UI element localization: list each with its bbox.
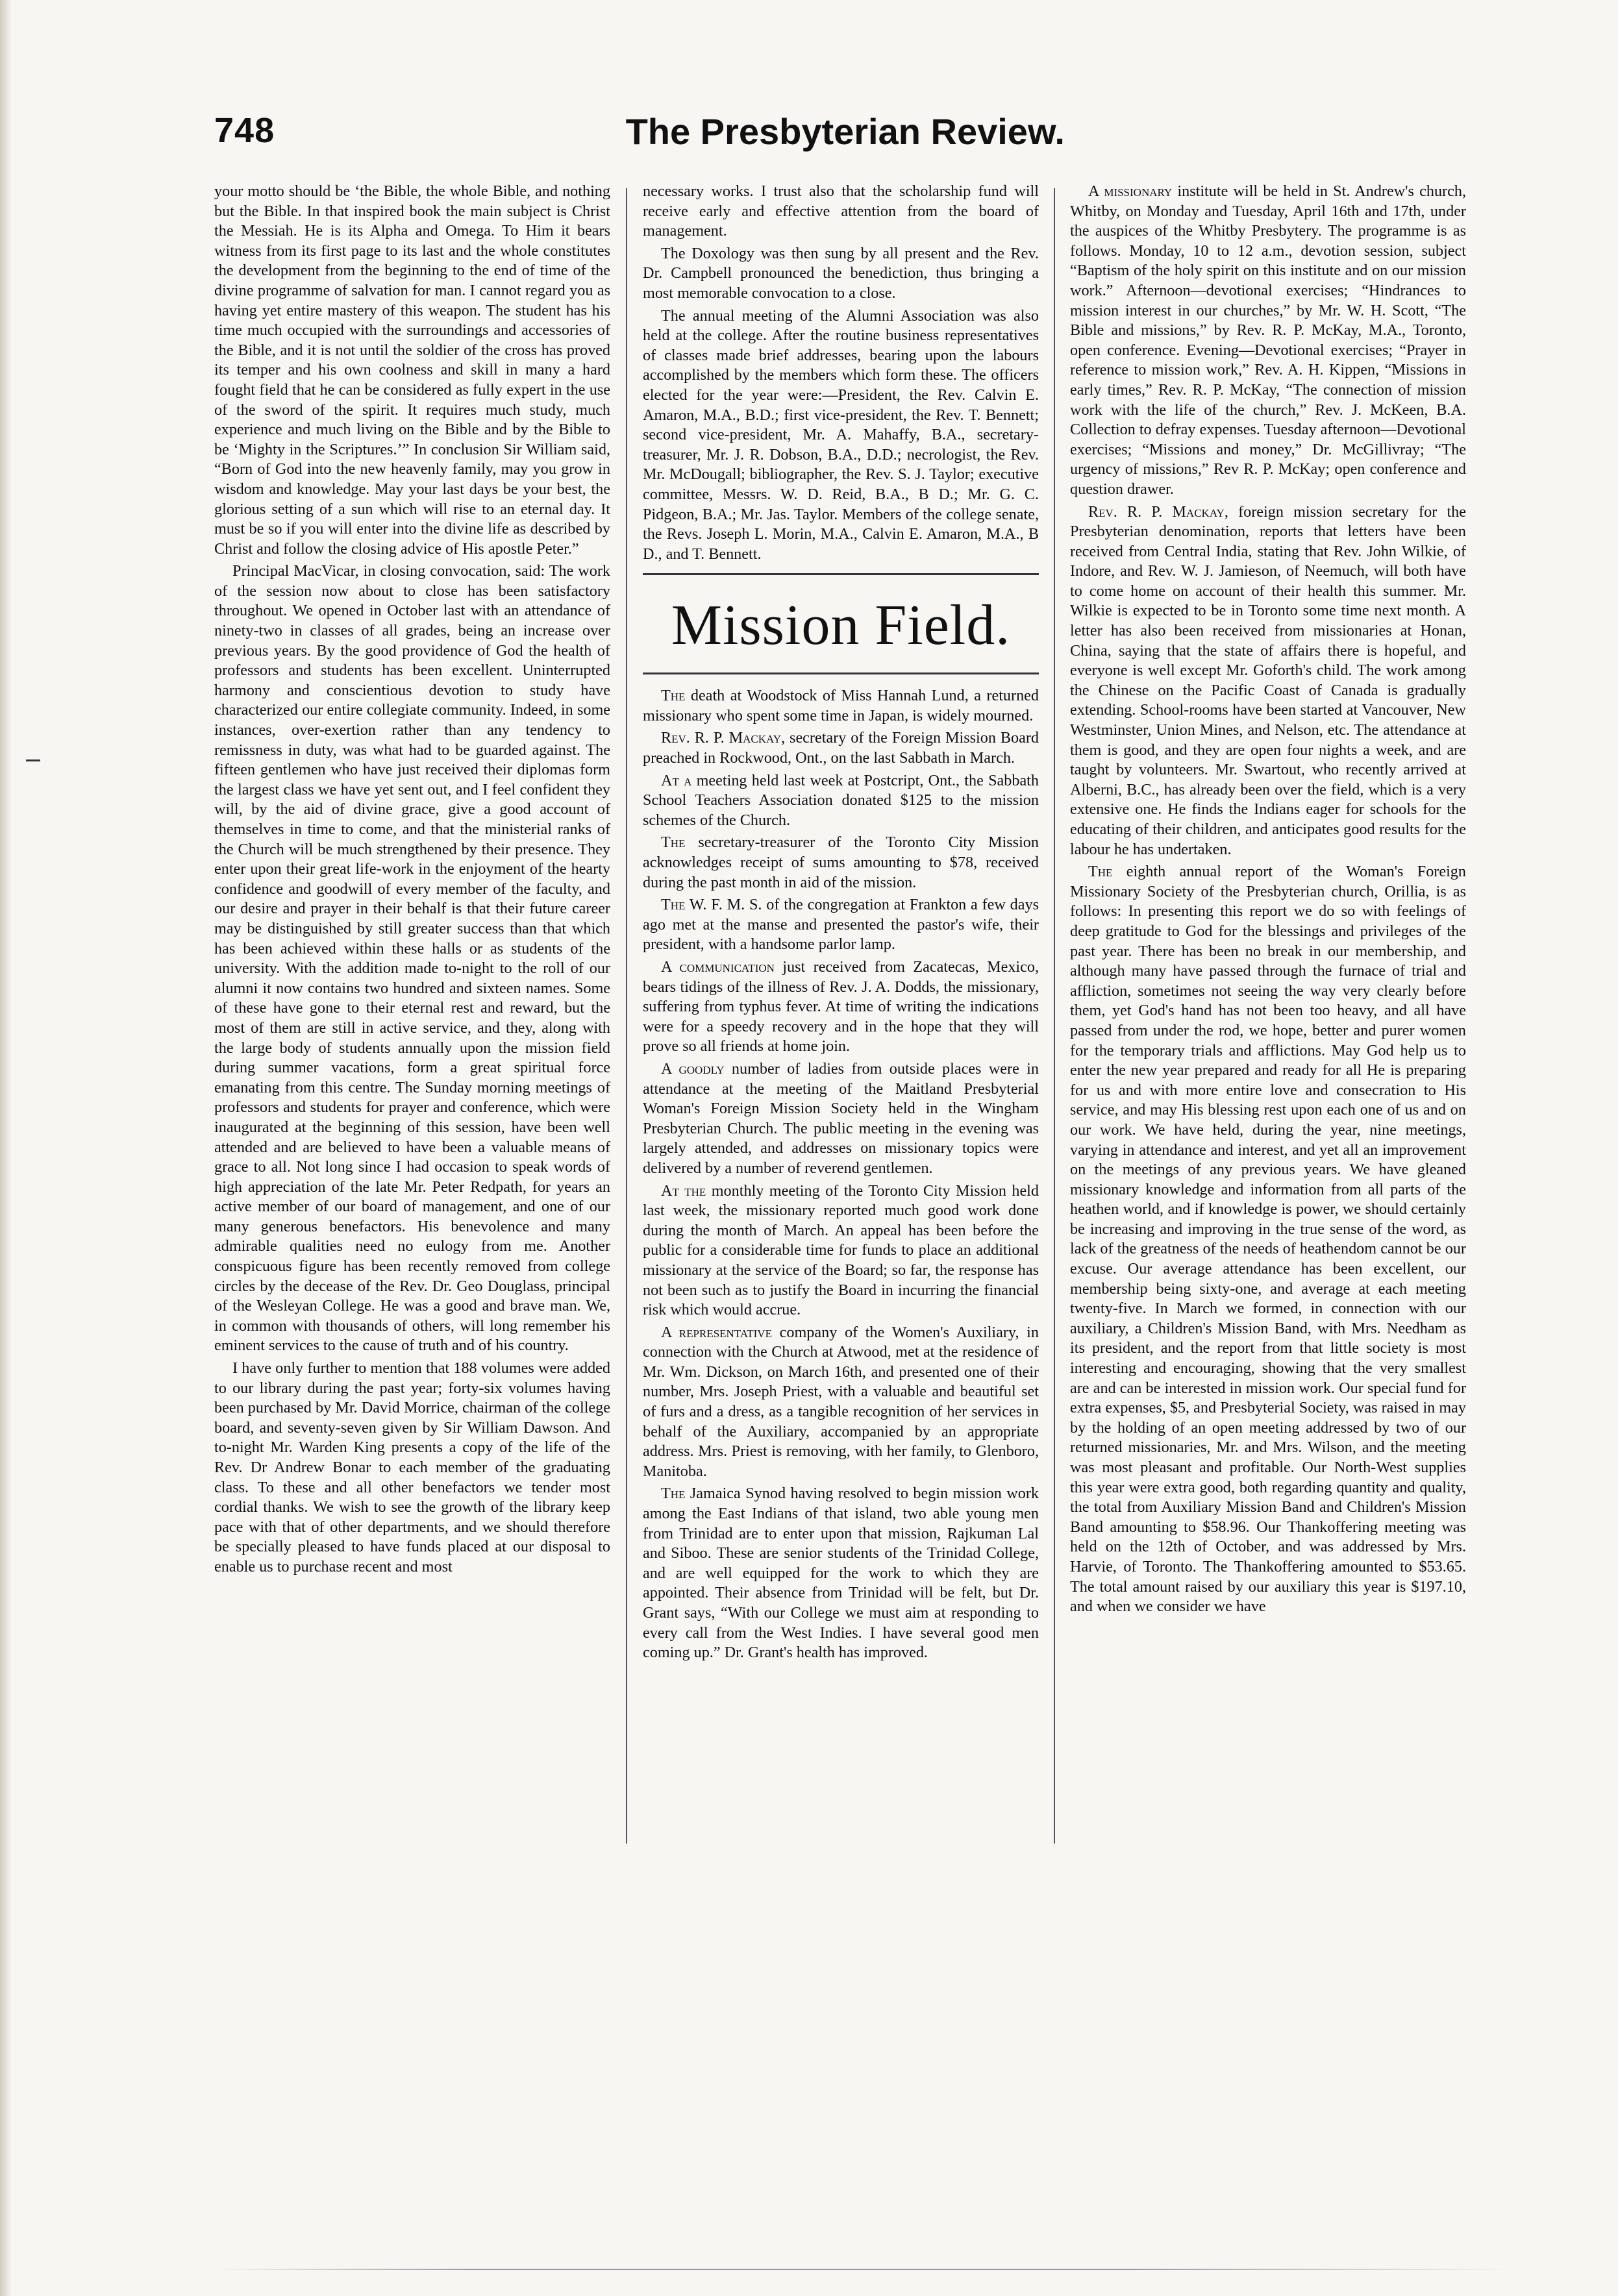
bottom-bleed-through (214, 2269, 1513, 2270)
item-lead: At a (661, 771, 692, 789)
news-item (643, 1181, 1039, 1320)
item-text: monthly meeting of the Toronto City Mission held last week, the missionary reported much good work done during the month of March. An appeal has been before the public for a considerable time for funds to place an additional missionary at the service of the Board; so far, the response has not been such as to justify the Board in incurring the financial risk which would accrue. (643, 1181, 1039, 1319)
item-text: secretary of the Foreign Mission Board preached in Rockwood, Ont., on the last Sabbath in March. (643, 729, 1039, 767)
item-text: meeting held last week at Postcript, Ont., the Sabbath School Teachers Association donated $125 to the mission schemes of the Church. (643, 771, 1039, 829)
news-item (643, 1059, 1039, 1179)
news-item (643, 1323, 1039, 1482)
col1-paragraph: Principal MacVicar, in closing convocation, said: The work of the session now about to close has been satisfactory throughout. We opened in October last with an attendance of ninety-two in classes of all grades, being an increase over previous years. By the good providence of God the health of professors and students has been excellent. Uninterrupted harmony and conscientious devotion to study have characterized our entire collegiate community. Indeed, in some instances, over-exertion rather than any tendency to remissness in duty, was what had to be guarded against. The fifteen gentlemen who have just received their diplomas form the largest class we have yet sent out, and I feel confident they will, by the aid of divine grace, give a good account of themselves in time to come, and that the ministerial ranks of the Church will be much strengthened by their presence. They enter upon their great life-work in the enjoyment of the hearty confidence and goodwill of every member of the faculty, and our desire and prayer in their behalf is that their future career may be distinguished by still greater success than that which has been achieved within these halls or as students of the university. With the addition made to-night to the roll of our alumni it now contains two hundred and sixteen names. Some of these have gone to their eternal rest and reward, but the most of them are still in active service, and they, along with the large body of students annually upon the mission field during summer vacations, form a great spiritual force emanating from this centre. The Sunday morning meetings of professors and students for prayer and conference, which were inaugurated at the beginning of this session, have been well attended and are believed to have been a valuable means of grace to all. Not long since I had occasion to speak words of high appreciation of the late Mr. Peter Redpath, for years an active member of our board of management, and one of our many generous benefactors. His benevolence and many admirable qualities need no eulogy from me. Another conspicuous figure has been recently removed from college circles by the decease of the Rev. Dr. Geo Douglass, principal of the Wesleyan College. He was a good and brave man. We, in common with thousands of others, will long remember his eminent services to the cause of truth and of his country. (214, 562, 610, 1355)
news-item (643, 728, 1039, 768)
item-lead: The (661, 687, 686, 705)
item-text: foreign mission secretary for the Presbyterian denomination, reports that letters have been received from Central India, stating that Rev. John Wilkie, of Indore, and Rev. W. J. Jamieson, of Neemuch, will both have to come home on account of their health this summer. Mr. Wilkie is expected to be in Toronto some time next month. A letter has also been received from missionaries at Honan, China, saying that the state of affairs there is hopeful, and everyone is well except Mr. Goforth's child. The work among the Chinese on the Pacific Coast of Canada is gradually extending. School-rooms have been started at Vancouver, New Westminster, Union Mines, and Nelson, etc. The attendance at them is good, and they are open four nights a week, and are taught by volunteers. Mr. Swartout, who recently arrived at Alberni, B.C., has already been over the field, which is a very extensive one. He finds the Indians eager for schools for the educating of their children, and anticipates good results for the labour he has undertaken. (1070, 502, 1466, 858)
journal-title: The Presbyterian Review. (625, 111, 1065, 152)
news-item (643, 686, 1039, 726)
item-lead: At the (661, 1181, 706, 1200)
item-lead: The (1088, 863, 1113, 881)
item-lead: A missionary (1088, 182, 1173, 200)
item-lead: A communication (661, 958, 775, 976)
section-title-mission-field: Mission Field. (671, 594, 1011, 658)
page-number: 748 (214, 111, 275, 150)
col2-paragraph: The Doxology was then sung by all present and the Rev. Dr. Campbell pronounced the benediction, thus bringing a most memorable convocation to a close. (643, 244, 1039, 302)
item-lead: Rev. R. P. Mackay, (1088, 502, 1228, 521)
column-divider-2 (1054, 188, 1055, 1844)
col1-paragraph: your motto should be ‘the Bible, the whole Bible, and nothing but the Bible. In that inspired book the main subject is Christ the Messiah. He is its Alpha and Omega. To Him it bears witness from its first page to its last and the whole constitutes the development from the beginning to the end of time of the divine programme of salvation for man. I cannot regard you as having yet entire mastery of this weapon. The student has his time much occupied with the surroundings and accessories of the Bible, and it is not until the soldier of the cross has proved its temper and his own coolness and skill in many a hard fought field that he can be considered as fully expert in the use of the sword of the spirit. It requires much study, much experience and much living on the Bible and by the Bible to be ‘Mighty in the Scriptures.’” In conclusion Sir William said, “Born of God into the new heavenly family, may you grow in wisdom and knowledge. May your last days be your best, the glorious setting of a sun which will rise to an eternal day. It must be so if you will enter into the divine life as described by Christ and follow the closing advice of His apostle Peter.” (214, 182, 610, 558)
section-rule-top (643, 573, 1039, 575)
item-lead: The (661, 1485, 686, 1503)
item-lead: A representative (661, 1323, 772, 1341)
column-2 (643, 182, 1039, 1666)
news-item (1070, 862, 1466, 1617)
news-item (643, 771, 1039, 831)
scan-edge-shadow (0, 0, 12, 2296)
news-item (643, 957, 1039, 1057)
item-text: just received from Zacatecas, Mexico, bears tidings of the illness of Rev. J. A. Dodds, the missionary, suffering from typhus fever. At time of writing the indications were for a speedy recovery and in the hope that they will prove so all friends at home join. (643, 958, 1039, 1055)
item-text: W. F. M. S. of the congregation at Frankton a few days ago met at the manse and presented the pastor's wife, their president, with a handsome parlor lamp. (643, 896, 1039, 954)
item-text: company of the Women's Auxiliary, in connection with the Church at Atwood, met at the residence of Mr. Wm. Dickson, on March 16th, and presented one of their number, Mrs. Joseph Priest, with a valuable and beautiful set of furs and a dress, as a tangible recognition of her services in behalf of the Auxiliary, accompanied by an appropriate address. Mrs. Priest is removing, with her family, to Glenboro, Manitoba. (643, 1323, 1039, 1480)
news-item (643, 1484, 1039, 1662)
column-1 (214, 182, 610, 1580)
margin-mark (26, 759, 40, 761)
column-3 (1070, 182, 1466, 1620)
section-rule-bottom (643, 673, 1039, 674)
item-text: eighth annual report of the Woman's Foreign Missionary Society of the Presbyterian church, Orillia, is as follows: In presenting this report we do so with feelings of deep gratitude to God for the blessings and privileges of the past year. There has been no break in our membership, and although many have passed through the furnace of trial and affliction, sometimes not seeing the way very clearly before them, yet God's hand has not been too heavy, and all have passed from under the rod, we hope, better and purer women for the temporary trials and afflictions. May God help us to enter the new year prepared and ready for all He is preparing for us and with more entire love and consecration to His service, and may His blessing rest upon each one of us and on our work. We have held, during the year, nine meetings, varying in attendance and interest, and yet all an improvement on the meetings of any previous years. We have gleaned missionary knowledge and information from all parts of the heathen world, and if knowledge is power, we should certainly be increasing and improving in the true sense of the word, as lack of the greatness of the needs of heathendom cannot be our excuse. Our average attendance has been excellent, our membership being sixty-one, and average at each meeting twenty-five. In March we formed, in connection with our auxiliary, a Children's Mission Band, with Mrs. Needham as its president, and the report from that little society is most interesting and encouraging, showing that the very smallest are and can be interested in mission work. Our special fund for extra expenses, $5, and Presbyterial Society, was raised in may by the holding of an open meeting addressed by two of our returned missionaries, Mr. and Mrs. Wilson, and the meeting was most pleasant and profitable. Our North-West supplies this year were extra good, both regarding quantity and quality, the total from Auxiliary Mission Band and Children's Mission Band amounting to $58.96. Our Thankoffering meeting was held on the 12th of October, and was addressed by Mrs. Harvie, of Toronto. The Thankoffering amounted to $53.65. The total amount raised by our auxiliary this year is $197.10, and when we consider we have (1070, 863, 1466, 1616)
news-item (1070, 182, 1466, 500)
col2-paragraph: necessary works. I trust also that the scholarship fund will receive early and effective attention from the board of management. (643, 182, 1039, 240)
news-item (1070, 502, 1466, 860)
item-text: institute will be held in St. Andrew's church, Whitby, on Monday and Tuesday, April 16th and 17th, under the auspices of the Whitby Presbytery. The programme is as follows. Monday, 10 to 12 a.m., devotion session, subject “Baptism of the holy spirit on this institute and on our mission work.” Afternoon—devotional exercises; “Hindrances to mission interest in our churches,” by Mr. W. H. Scott, “The Bible and missions,” by Rev. R. P. McKay, M.A., Toronto, open conference. Evening—Devotional exercises; “Prayer in reference to mission work,” Rev. A. H. Kippen, “Missions in early times,” Rev. R. P. McKay, “The connection of mission work with the life of the church,” Rev. J. McKeen, B.A. Collection to defray expenses. Tuesday afternoon—Devotional exercises; “Missions and money,” Dr. McGillivray; “The urgency of missions,” Rev R. P. McKay; open conference and question drawer. (1070, 182, 1466, 498)
col1-paragraph: I have only further to mention that 188 volumes were added to our library during the past year; forty-six volumes having been purchased by Mr. David Morrice, chairman of the college board, and seventy-seven given by Sir William Dawson. And to-night Mr. Warden King presents a copy of the life of the Rev. Dr Andrew Bonar to each member of the graduating class. To these and all other benefactors we tender most cordial thanks. We wish to see the growth of the library keep pace with that of other departments, and we should therefore be specially pleased to have funds placed at our disposal to enable us to purchase recent and most (214, 1359, 610, 1575)
news-item (643, 833, 1039, 893)
item-text: number of ladies from outside places were in attendance at the meeting of the Maitland Presbyterial Woman's Foreign Mission Society held in the Wingham Presbyterian Church. The public meeting in the evening was largely attended, and addresses on missionary topics were delivered by a number of reverend gentlemen. (643, 1059, 1039, 1177)
page-header (214, 110, 1065, 162)
item-lead: Rev. R. P. Mackay, (661, 729, 786, 747)
col2-paragraph: The annual meeting of the Alumni Association was also held at the college. After the routine business representatives of classes made brief addresses, bearing upon the labours accomplished by the members which form these. The officers elected for the year were:—President, the Rev. Calvin E. Amaron, M.A., B.D.; first vice-president, the Rev. T. Bennett; second vice-president, Mr. A. Mahaffy, B.A., secretary-treasurer, Mr. J. R. Dobson, B.A., D.D.; necrologist, the Rev. Mr. McDougall; bibliographer, the Rev. S. J. Taylor; executive committee, Messrs. W. D. Reid, B.A., B D.; Mr. G. C. Pidgeon, B.A.; Mr. Jas. Taylor. Members of the college senate, the Revs. Joseph L. Morin, M.A., Calvin E. Amaron, M.A., B D., and T. Bennett. (643, 306, 1039, 563)
item-text: death at Woodstock of Miss Hannah Lund, a returned missionary who spent some time in Japan, is widely mourned. (643, 687, 1039, 724)
item-text: Jamaica Synod having resolved to begin mission work among the East Indians of that island, two able young men from Trinidad are to enter upon that mission, Rajkuman Lal and Siboo. These are senior students of the Trinidad College, and are well equipped for the work to which they are appointed. Their absence from Trinidad will be felt, but Dr. Grant says, “With our College we must aim at responding to every call from the West Indies. I have several good men coming up.” Dr. Grant's health has improved. (643, 1485, 1039, 1662)
item-lead: A goodly (661, 1059, 725, 1078)
item-lead: The (661, 833, 686, 852)
item-text: secretary-treasurer of the Toronto City Mission acknowledges receipt of sums amounting to $78, received during the past month in aid of the mission. (643, 833, 1039, 891)
item-lead: The (661, 896, 686, 914)
news-item (643, 895, 1039, 955)
column-divider-1 (626, 188, 627, 1844)
